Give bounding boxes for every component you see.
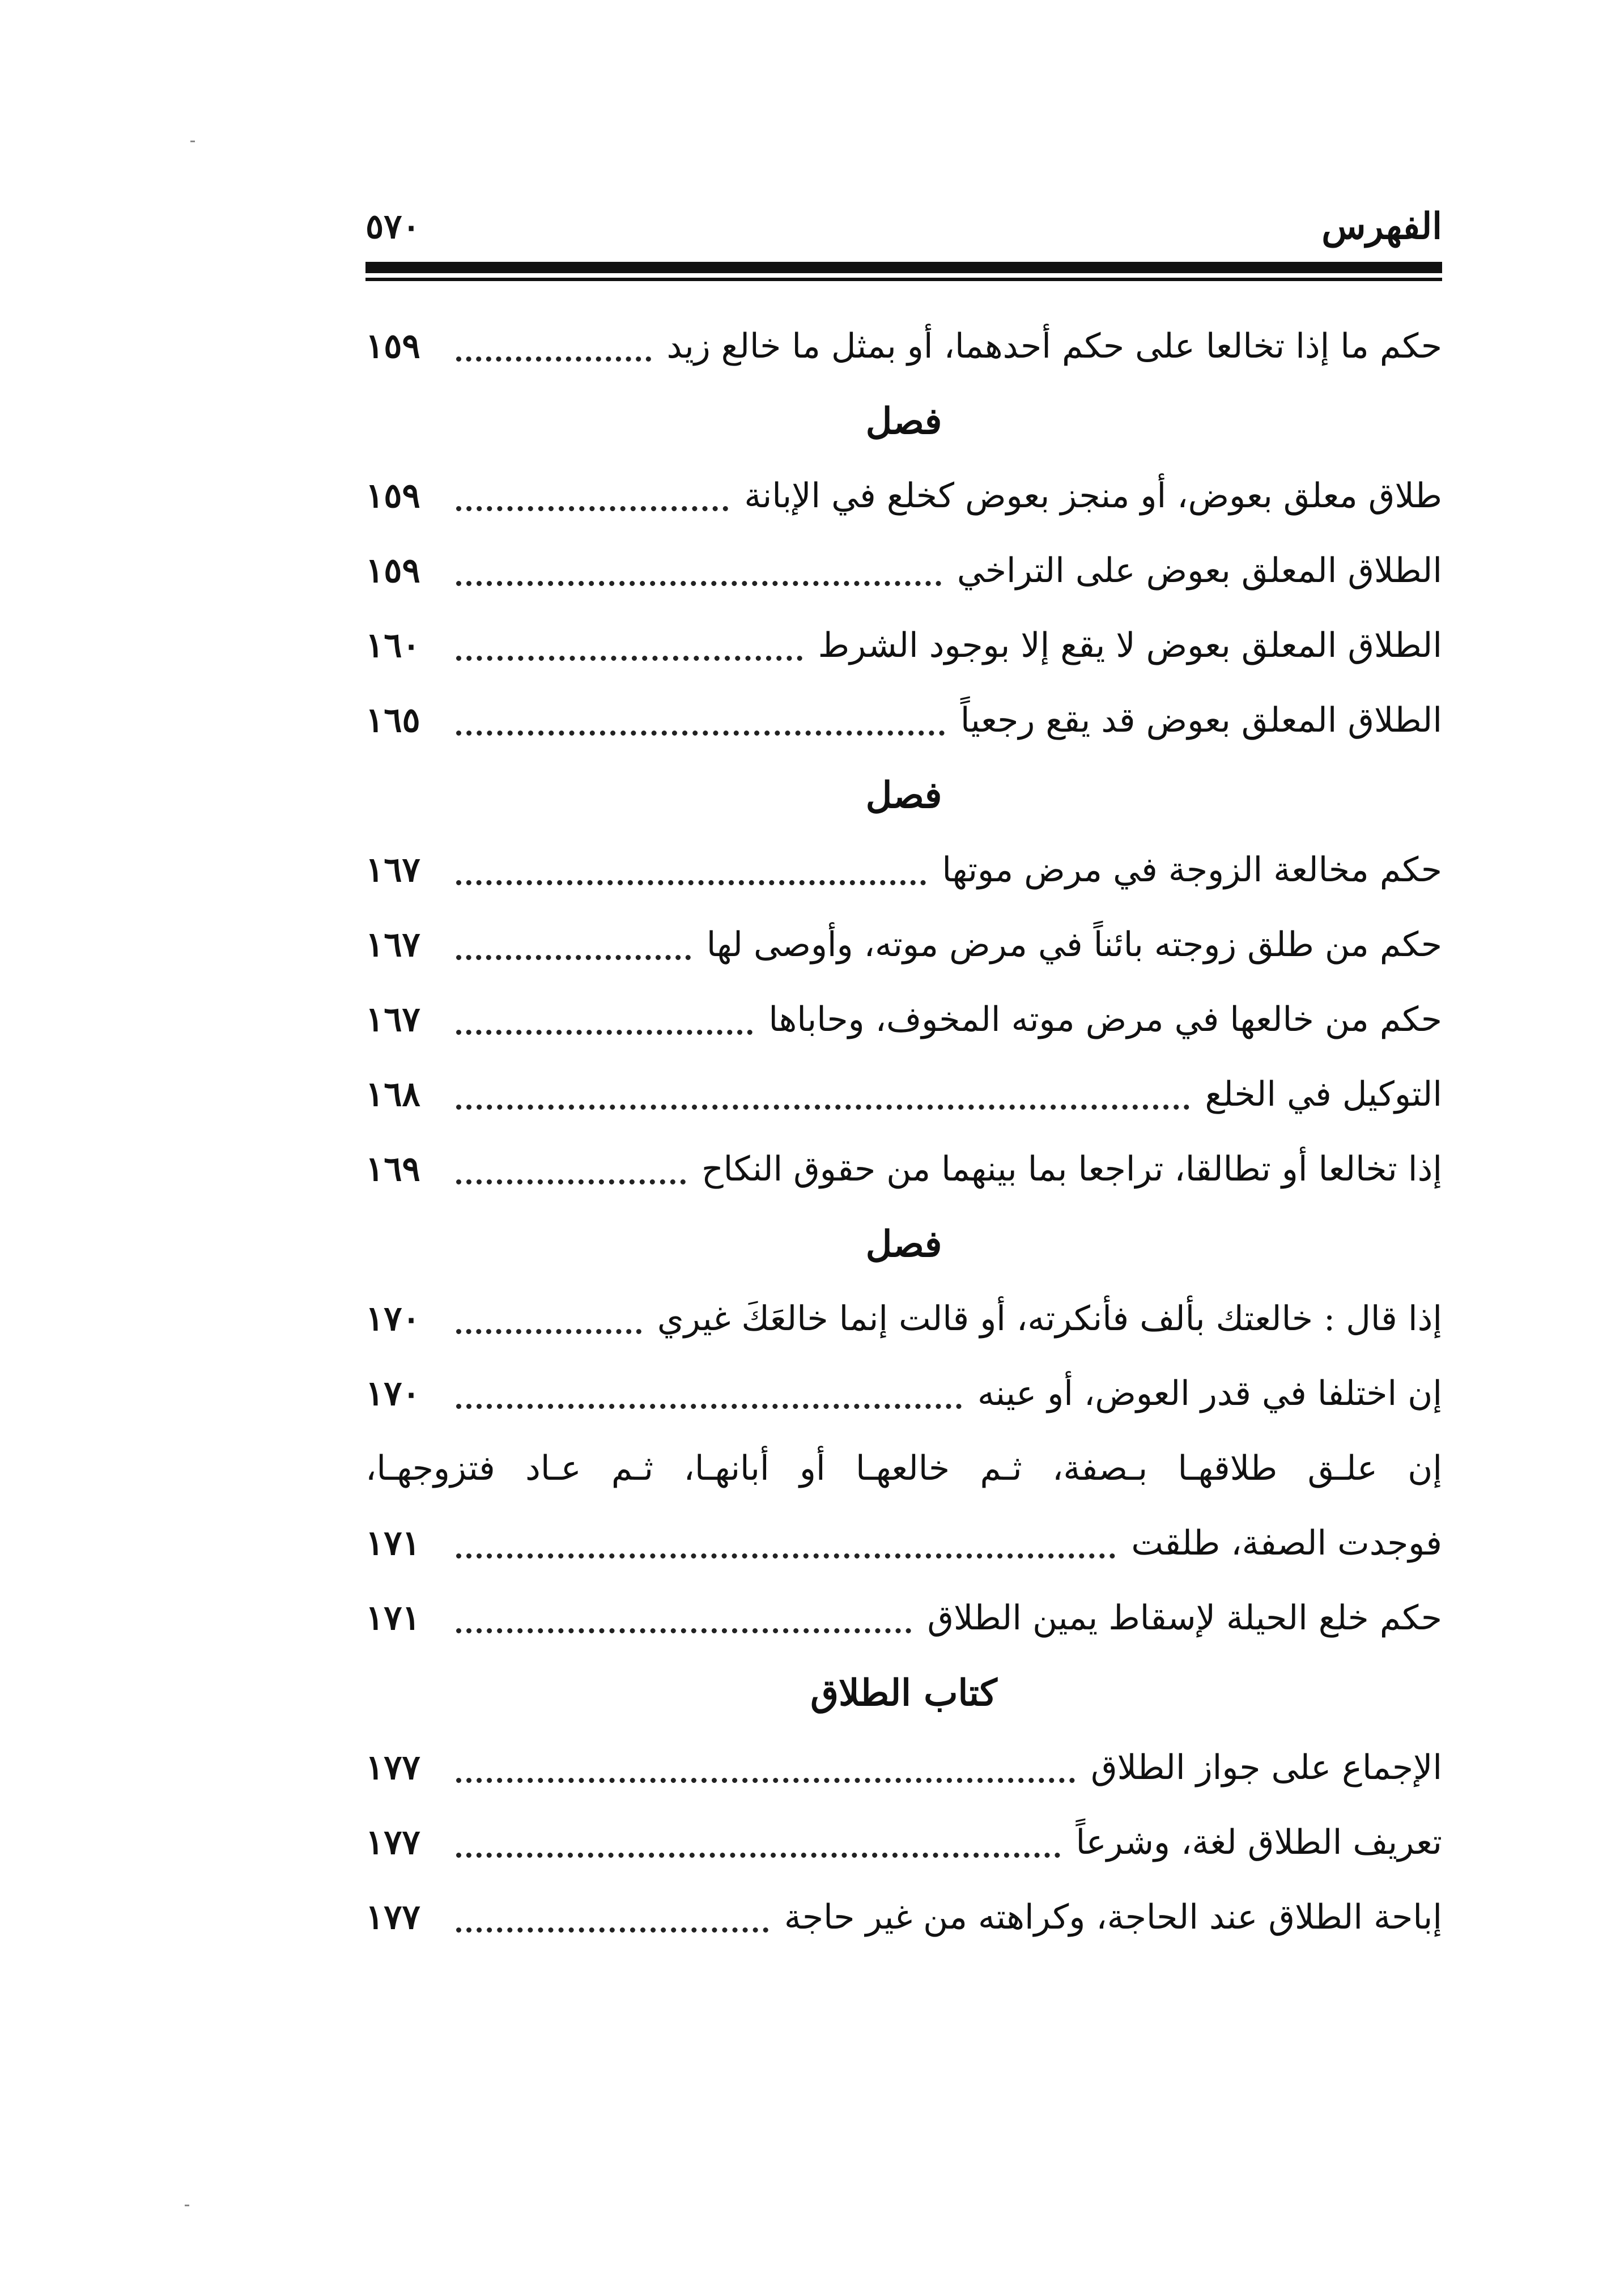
toc-entry [365,458,1442,533]
toc-entry-title: حكم من خالعها في مرض موته المخوف، وحاباها [768,1000,1442,1039]
header-rule-thin [365,278,1442,281]
toc-entry [365,1506,1442,1581]
leader-dots [445,1730,1081,1805]
toc-entry-page: ١٧٧ [365,1748,420,1787]
leader-dots [445,533,947,608]
toc-entry-page: ١٦٧ [365,1000,420,1039]
toc-entry [365,309,1442,384]
toc-entry-title: إن اختلفا في قدر العوض، أو عينه [977,1374,1442,1413]
scan-speck [185,2205,189,2206]
toc-entry [365,907,1442,982]
toc-entry-page: ١٧١ [365,1598,420,1638]
toc-entry-page: ١٦٨ [365,1075,420,1114]
leader-dots [445,833,932,907]
toc-entry-page: ١٦٥ [365,700,420,740]
toc-entry-title: حكم ما إذا تخالعا على حكم أحدهما، أو بمثل ما خالع زيد [666,326,1442,366]
leader-dots [445,907,696,982]
leader-dots [445,1805,1066,1880]
header-rule-thick [365,262,1442,273]
leader-dots [445,309,657,384]
toc-entry [365,608,1442,683]
toc-entry-title: إذا قال : خالعتك بألف فأنكرته، أو قالت إنما خالعَكَ غيري [657,1299,1442,1339]
toc-entry-page: ١٧٧ [365,1897,420,1937]
toc-entry-title: تعريف الطلاق لغة، وشرعاً [1075,1823,1442,1862]
toc-entry [365,1805,1442,1880]
page-number: ٥٧٠ [365,207,420,247]
leader-dots [445,683,950,758]
toc-entry-page: ١٥٩ [365,326,420,366]
toc-entry-page: ١٥٩ [365,551,420,591]
toc-entry [365,1880,1442,1955]
toc-entry-title: حكم خلع الحيلة لإسقاط يمين الطلاق [927,1598,1442,1638]
toc-entry-title: الطلاق المعلق بعوض قد يقع رجعياً [960,700,1442,740]
toc-entry [365,1057,1442,1132]
toc-entry-continued [365,1431,1442,1506]
toc-entry [365,1281,1442,1356]
table-of-contents [365,309,1442,1955]
toc-entry-title: إذا تخالعا أو تطالقا، تراجعا بما بينهما من حقوق النكاح [701,1149,1442,1189]
toc-entry-page: ١٦٧ [365,850,420,890]
leader-dots [445,982,758,1057]
toc-entry-title: حكم مخالعة الزوجة في مرض موتها [942,850,1442,890]
toc-entry-title: إباحة الطلاق عند الحاجة، وكراهته من غير حاجة [784,1897,1442,1937]
leader-dots [445,1057,1195,1132]
leader-dots [445,1506,1121,1581]
toc-entry-page: ١٦٧ [365,925,420,965]
toc-entry [365,982,1442,1057]
toc-entry-page: ١٧٧ [365,1823,420,1862]
toc-entry-title: الإجماع على جواز الطلاق [1091,1748,1442,1787]
page-header [365,207,1442,247]
header-title: الفهرس [1321,205,1442,248]
leader-dots [445,458,734,533]
leader-dots [445,608,808,683]
toc-entry-title: التوكيل في الخلع [1205,1075,1442,1114]
section-heading: فصل [865,1222,942,1266]
toc-entry-page: ١٧٠ [365,1374,420,1413]
toc-entry-title: الطلاق المعلق بعوض لا يقع إلا بوجود الشرط [818,626,1442,665]
toc-entry [365,533,1442,608]
toc-entry-title: فوجدت الصفة، طلقت [1131,1523,1442,1563]
toc-entry [365,1356,1442,1431]
scan-speck [190,141,195,142]
toc-entry [365,833,1442,907]
toc-entry [365,683,1442,758]
toc-entry-page: ١٧٠ [365,1299,420,1339]
toc-entry-title-line1: إن علـق طلاقهـا بـصفة، ثـم خالعهـا أو أبانهـا، ثـم عـاد فتزوجهـا، [365,1449,1442,1488]
toc-entry-page: ١٧١ [365,1523,420,1563]
section-heading: فصل [865,774,942,817]
leader-dots [445,1132,691,1207]
toc-entry-title: طلاق معلق بعوض، أو منجز بعوض كخلع في الإبانة [744,476,1442,516]
leader-dots [445,1281,647,1356]
toc-entry-title: الطلاق المعلق بعوض على التراخي [956,551,1442,591]
toc-entry [365,1730,1442,1805]
toc-entry-page: ١٥٩ [365,476,420,516]
section-heading: كتاب الطلاق [810,1671,997,1714]
toc-entry [365,1132,1442,1207]
leader-dots [445,1581,917,1655]
leader-dots [445,1880,774,1955]
toc-entry-page: ١٦٠ [365,626,420,665]
section-heading: فصل [865,400,942,443]
toc-entry-page: ١٦٩ [365,1149,420,1189]
leader-dots [445,1356,967,1431]
toc-entry [365,1581,1442,1655]
toc-entry-title: حكم من طلق زوجته بائناً في مرض موته، وأوصى لها [706,925,1442,965]
